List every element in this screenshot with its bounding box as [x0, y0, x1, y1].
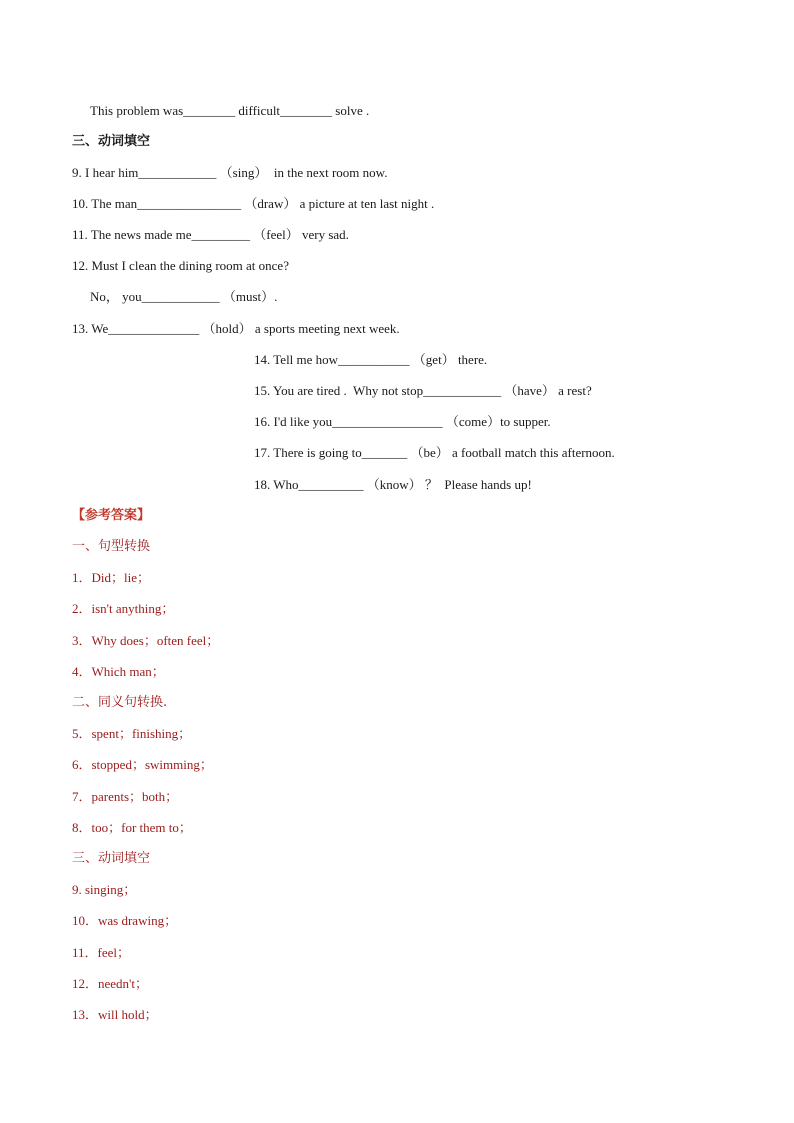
- question-14: 14. Tell me how___________ （get） there.: [254, 352, 488, 367]
- answer-8: 8．too；for them to；: [72, 820, 192, 835]
- answer-3: 3．Why does；often feel；: [72, 633, 220, 648]
- question-18: 18. Who__________ （know） ？ Please hands up!: [254, 477, 532, 492]
- answer-6: 6．stopped；swimming；: [72, 757, 213, 772]
- answer-10: 10．was drawing；: [72, 913, 178, 928]
- answer-11: 11．feel；: [72, 945, 130, 960]
- answers-title: 【参考答案】: [72, 508, 151, 523]
- answer-4: 4．Which man；: [72, 664, 165, 679]
- answer-12: 12．needn't；: [72, 976, 148, 991]
- question-16: 16. I'd like you_________________ （come）to supper.: [254, 414, 551, 429]
- answer-2: 2．isn't anything；: [72, 601, 175, 616]
- question-12-answer-line: No， you____________ （must）.: [90, 289, 278, 304]
- question-8-line: This problem was________ difficult________ solve .: [90, 103, 370, 118]
- question-11: 11. The news made me_________ （feel） very sad.: [72, 227, 349, 242]
- answer-5: 5．spent；finishing；: [72, 726, 192, 741]
- section-3-title: 三、动词填空: [72, 134, 151, 149]
- answers-section-2: 二、同义句转换.: [72, 695, 168, 710]
- answers-section-1: 一、句型转换: [72, 539, 151, 554]
- answers-section-3: 三、动词填空: [72, 851, 151, 866]
- answer-13: 13．will hold；: [72, 1007, 158, 1022]
- question-12: 12. Must I clean the dining room at once?: [72, 258, 289, 273]
- question-9: 9. I hear him____________ （sing） in the next room now.: [72, 165, 388, 180]
- answer-9: 9. singing；: [72, 882, 137, 897]
- question-15: 15. You are tired . Why not stop____________ （have） a rest?: [254, 383, 592, 398]
- answer-7: 7．parents；both；: [72, 789, 179, 804]
- answer-1: 1．Did；lie；: [72, 570, 150, 585]
- question-10: 10. The man________________ （draw） a picture at ten last night .: [72, 196, 435, 211]
- question-17: 17. There is going to_______ （be） a football match this afternoon.: [254, 445, 615, 460]
- question-13: 13. We______________ （hold） a sports meeting next week.: [72, 321, 400, 336]
